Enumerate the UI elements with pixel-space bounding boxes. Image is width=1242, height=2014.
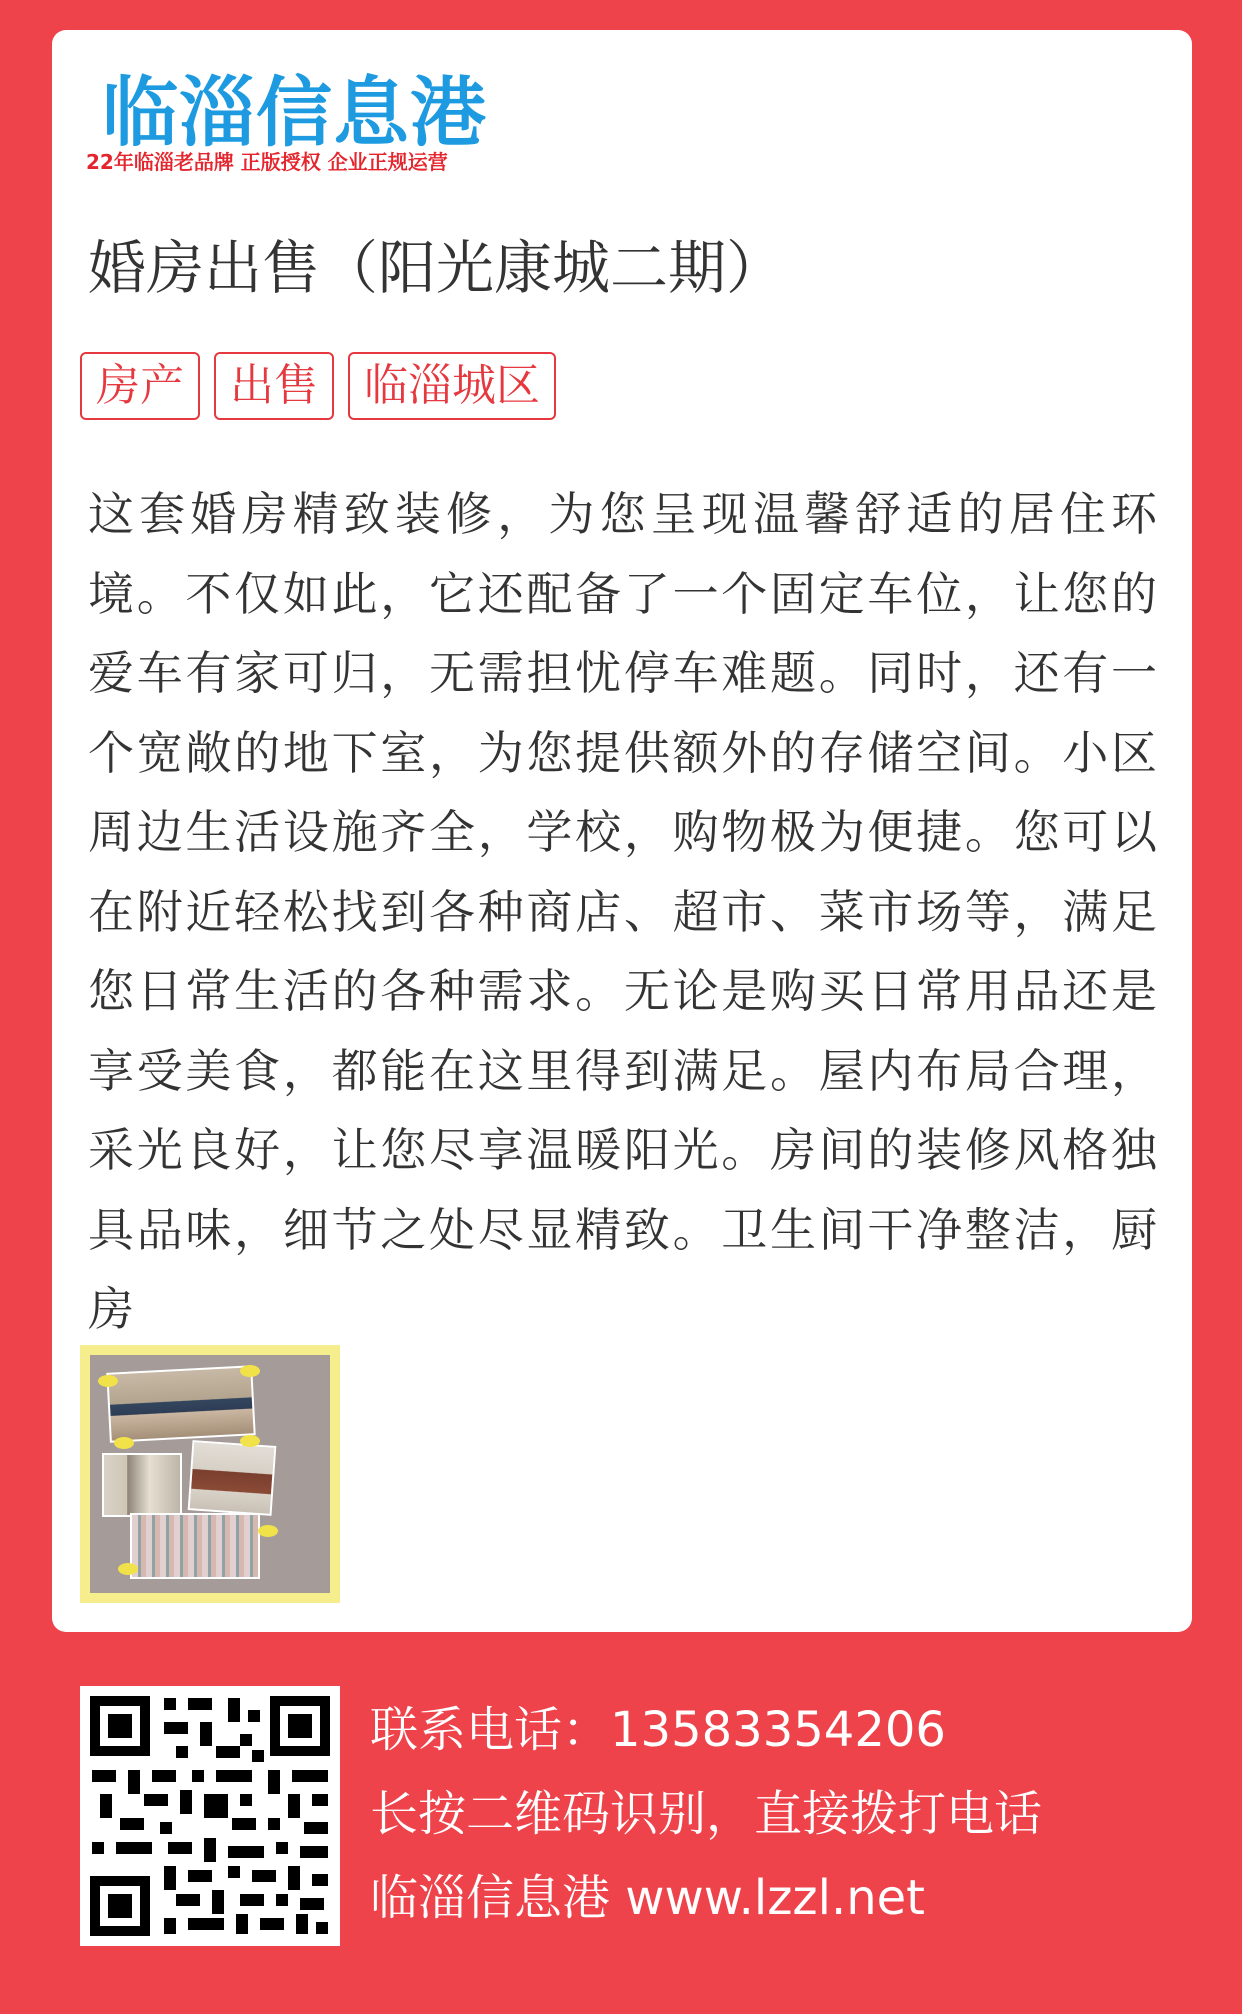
post-title: 婚房出售（阳光康城二期） [88,234,785,302]
photo-collage [90,1355,330,1593]
bedroom-photo [130,1513,260,1579]
contact-phone[interactable]: 联系电话：13583354206 [370,1702,946,1758]
qr-hint-text: 长按二维码识别，直接拨打电话 [370,1786,1043,1842]
marker-icon [240,1435,260,1447]
tag-type[interactable]: 出售 [214,352,334,420]
qr-code-icon [80,1686,340,1946]
brand-tagline: 22年临淄老品牌 正版授权 企业正规运营 [86,150,448,174]
hallway-photo [102,1453,182,1517]
marker-icon [114,1437,134,1449]
qr-code[interactable] [80,1686,340,1946]
brand-logo[interactable]: 临淄信息港 [102,68,487,157]
tag-category[interactable]: 房产 [80,352,200,420]
post-photo-thumbnail[interactable] [80,1345,340,1603]
living-room-photo [106,1365,255,1443]
marker-icon [98,1375,118,1387]
post-description: 这套婚房精致装修，为您呈现温馨舒适的居住环境。不仅如此，它还配备了一个固定车位，让您的爱车有家可归，无需担忧停车难题。同时，还有一个宽敞的地下室，为您提供额外的存储空间。小区周边生活设施齐全，学校，购物极为便捷。您可以在附近轻松找到各种商店、超市、菜市场等，满足您日常生活的各种需求。无论是购买日常用品还是享受美食，都能在这里得到满足。屋内布局合理，采光良好，让您尽享温暖阳光。房间的装修风格独具品味，细节之处尽显精致。卫生间干净整洁，厨房 [88,487,1158,1336]
kitchen-photo [188,1440,277,1516]
site-link[interactable]: 临淄信息港 www.lzzl.net [370,1870,925,1926]
tag-area[interactable]: 临淄城区 [348,352,556,420]
contact-info [370,1688,1042,1940]
post-card [52,30,1192,1632]
marker-icon [118,1563,138,1575]
marker-icon [258,1525,278,1537]
tag-list [80,352,556,420]
marker-icon [240,1365,260,1377]
